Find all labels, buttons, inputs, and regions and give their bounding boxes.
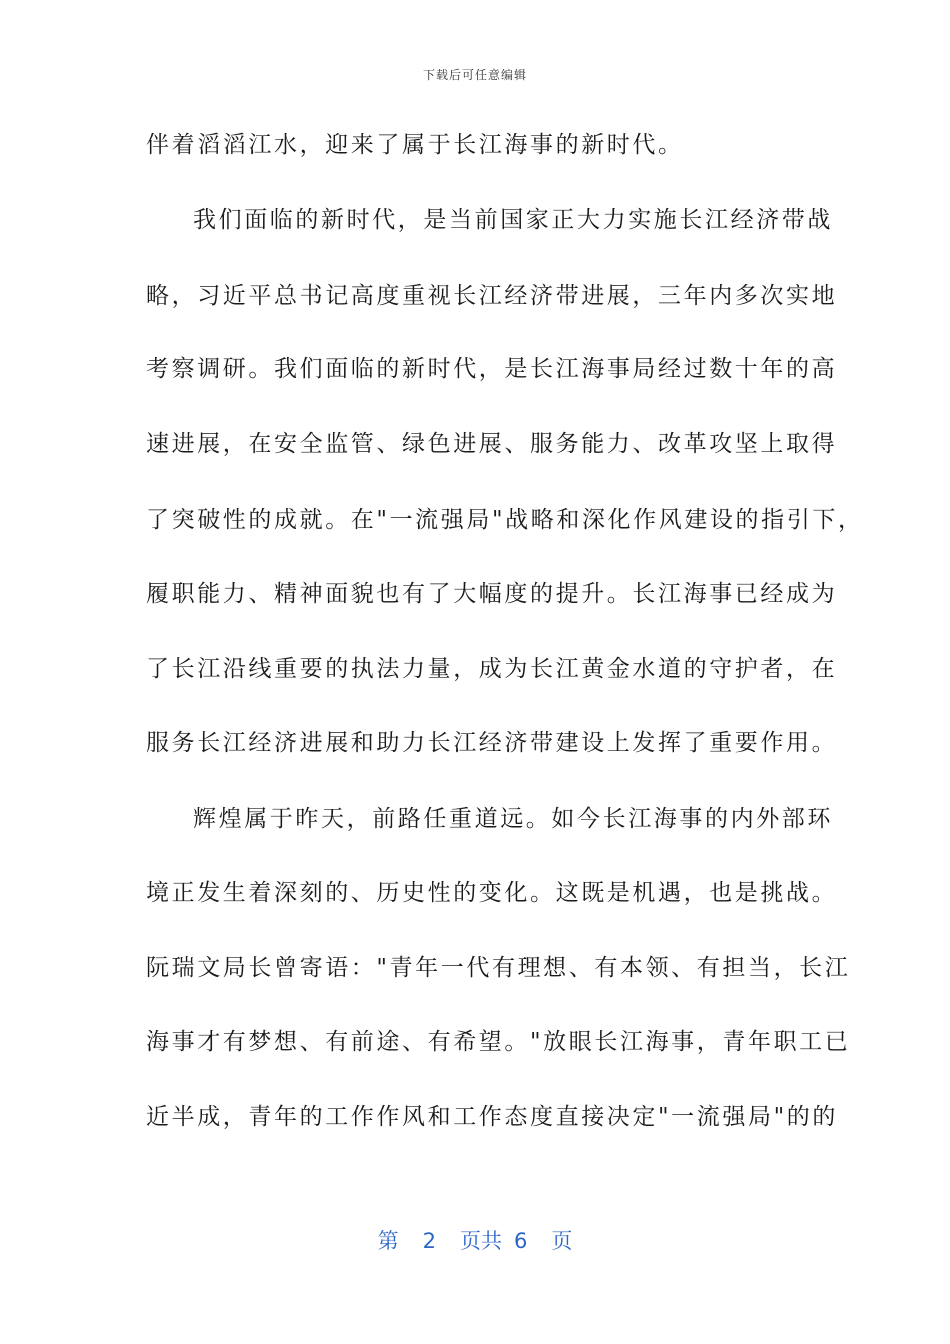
text-line: 速进展，在安全监管、绿色进展、服务能力、改革攻坚上取得 [146,431,838,457]
text-line: 服务长江经济进展和助力长江经济带建设上发挥了重要作用。 [146,730,838,756]
header-note: 下载后可任意编辑 [422,68,527,82]
text-line: 了突破性的成就。在"一流强局"战略和深化作风建设的指引下， [146,507,864,533]
text-line: 我们面临的新时代，是当前国家正大力实施长江经济带战 [193,207,833,233]
text-line: 略，习近平总书记高度重视长江经济带进展，三年内多次实地 [146,283,838,309]
text-line: 境正发生着深刻的、历史性的变化。这既是机遇，也是挑战。 [146,880,838,906]
text-line: 考察调研。我们面临的新时代，是长江海事局经过数十年的高 [146,356,838,382]
text-line: 阮瑞文局长曾寄语："青年一代有理想、有本领、有担当，长江 [146,955,851,981]
footer-current-page: 2 [422,1229,436,1253]
text-line: 了长江沿线重要的执法力量，成为长江黄金水道的守护者，在 [146,656,838,682]
text-line: 伴着滔滔江水，迎来了属于长江海事的新时代。 [146,132,684,158]
text-line: 履职能力、精神面貌也有了大幅度的提升。长江海事已经成为 [146,581,838,607]
footer-middle: 页共 [460,1229,502,1253]
footer-suffix: 页 [551,1229,573,1253]
page-number-footer [0,1225,950,1255]
text-line: 海事才有梦想、有前途、有希望。"放眼长江海事，青年职工已 [146,1029,851,1055]
footer-prefix: 第 [377,1229,399,1253]
text-line: 辉煌属于昨天，前路任重道远。如今长江海事的内外部环 [193,806,833,832]
footer-total-pages: 6 [514,1229,528,1253]
text-line: 近半成，青年的工作作风和工作态度直接决定"一流强局"的的 [146,1104,838,1130]
